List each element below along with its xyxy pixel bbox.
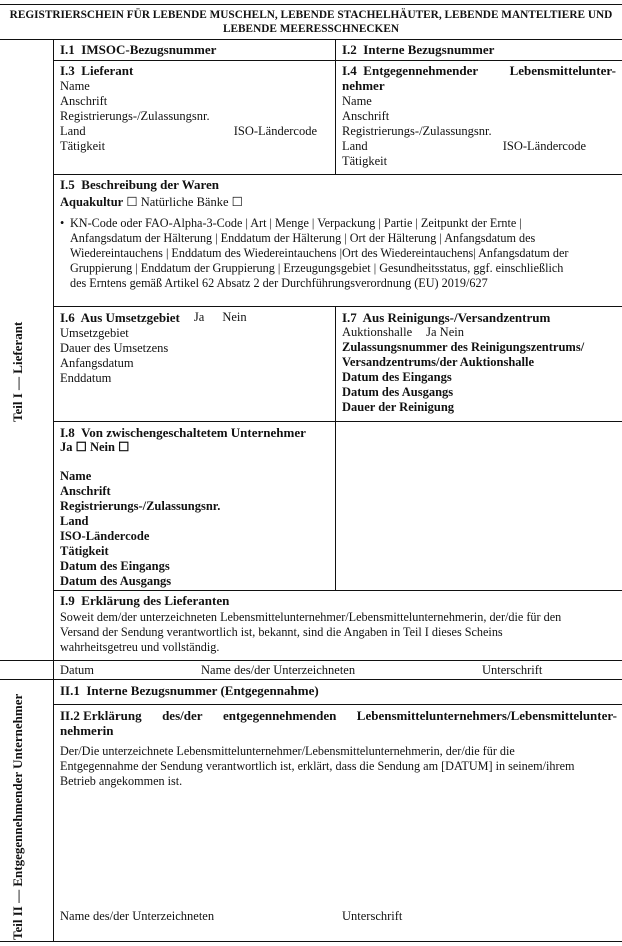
i7-yes-no-options[interactable]: Ja Nein [426, 325, 464, 339]
i6-end-field[interactable]: Enddatum [60, 371, 112, 385]
i7-purification-field[interactable]: Dauer der Reinigung [342, 400, 455, 414]
goods-description-line: des Erntens gemäß Artikel 62 Absatz 2 der Durchführungsverordnung (EU) 2019/627 [70, 276, 488, 290]
title-line-1: REGISTRIERSCHEIN FÜR LEBENDE MUSCHELN, LEBENDE STACHELHÄUTER, LEBENDE MANTELTIERE UND [9, 9, 613, 21]
i4-address-field[interactable]: Anschrift [342, 109, 390, 123]
goods-description-line: Gruppierung | Enddatum der Gruppierung | Erzeugungsgebiet | Gesundheitsstatus, ggf. einschließlich [70, 261, 564, 275]
aquaculture-checkbox[interactable]: ☐ [126, 195, 138, 209]
i4-section [342, 63, 616, 169]
i5-origin-options [60, 195, 618, 210]
ii2-text-line: Der/Die unterzeichnete Lebensmittelunternehmer/Lebensmittelunternehmerin, der/die für die [60, 744, 515, 758]
goods-description-line: Anfangsdatum der Hälterung | Enddatum der Hälterung | Ort der Hälterung | Anfangsdatum des [70, 231, 536, 245]
i8-yes-no-options[interactable]: Ja ☐ Nein ☐ [60, 440, 130, 454]
part2-signatory-name-field[interactable]: Name des/der Unterzeichneten [60, 909, 215, 923]
i7-exit-date-field[interactable]: Datum des Ausgangs [342, 385, 454, 399]
i4-heading-right: Lebensmittelunter- [509, 63, 616, 78]
title-line-2: LEBENDE MEERESSCHNECKEN [222, 23, 400, 35]
i8-address-field[interactable]: Anschrift [60, 484, 111, 498]
i3-address-field[interactable]: Anschrift [60, 94, 108, 108]
i3-iso-field[interactable]: ISO-Ländercode [233, 124, 317, 138]
ii2-section [60, 708, 617, 789]
i4-name-field[interactable]: Name [342, 94, 372, 108]
i8-iso-field[interactable]: ISO-Ländercode [60, 529, 150, 543]
i8-section [60, 425, 332, 589]
i4-iso-field[interactable]: ISO-Ländercode [502, 139, 586, 153]
header-rule [0, 39, 622, 40]
part1-signature-field[interactable]: Unterschrift [482, 663, 543, 677]
i8-name-field[interactable]: Name [60, 469, 92, 483]
i6-no-option[interactable]: Nein [222, 310, 247, 324]
natural-beds-checkbox[interactable]: ☐ [231, 195, 243, 209]
mid-divider-i6-i8 [335, 306, 336, 590]
i5-section [60, 177, 618, 291]
i3-registration-field[interactable]: Registrierungs-/Zulassungsnr. [60, 109, 210, 123]
i6-section [60, 310, 330, 386]
rule-ii2 [53, 704, 622, 705]
i9-text-line: wahrheitsgetreu und vollständig. [60, 640, 220, 654]
ii2-heading-line2: nehmerin [60, 723, 114, 738]
i6-start-field[interactable]: Anfangsdatum [60, 356, 134, 370]
rule-i5 [53, 174, 622, 175]
i5-heading: I.5 Beschreibung der Waren [60, 177, 220, 192]
i4-registration-field[interactable]: Registrierungs-/Zulassungsnr. [342, 124, 492, 138]
i9-text-line: Soweit dem/der unterzeichneten Lebensmittelunternehmer/Lebensmittelunternehmerin, der/die für den [60, 610, 562, 624]
ii2-heading-word: entgegennehmenden [222, 708, 337, 723]
i2-heading: I.2 Interne Bezugsnummer [342, 42, 495, 57]
i6-duration-field[interactable]: Dauer des Umsetzens [60, 341, 169, 355]
top-rule [0, 4, 622, 5]
i7-section [342, 310, 616, 415]
ii2-heading-word: Lebensmittelunternehmers/Lebensmittelunter- [356, 708, 617, 723]
part2-signature-field[interactable]: Unterschrift [342, 909, 403, 923]
natural-beds-label: Natürliche Bänke [140, 195, 229, 209]
i3-country-field[interactable]: Land [60, 124, 86, 138]
rule-i3 [53, 60, 622, 61]
part1-date-field[interactable]: Datum [60, 663, 95, 677]
rule-ii1 [0, 679, 622, 680]
ii1-heading: II.1 Interne Bezugsnummer (Entgegennahme) [60, 683, 319, 698]
i3-name-field[interactable]: Name [60, 79, 90, 93]
mid-divider-i1-i4 [335, 39, 336, 174]
rule-i6 [53, 306, 622, 307]
ii2-text-line: Entgegennahme der Sendung verantwortlich ist, erklärt, dass die Sendung am [DATUM] in seinem/ihrem [60, 759, 575, 773]
i6-heading: I.6 Aus Umsetzgebiet [60, 310, 180, 325]
ii2-heading-word: II.2 Erklärung [60, 708, 142, 723]
aquaculture-label: Aquakultur [60, 195, 124, 209]
part1-signatory-name-field[interactable]: Name des/der Unterzeichneten [201, 663, 356, 677]
ii2-heading-word: des/der [162, 708, 203, 723]
goods-description-line: Wiedereintauchens | Enddatum des Wiedereintauchens |Ort des Wiedereintauchens| Anfangsdatum der [70, 246, 569, 260]
i8-heading: I.8 Von zwischengeschaltetem Unternehmer [60, 425, 306, 440]
i9-text-line: Versand der Sendung verantwortlich ist, bekannt, sind die Angaben in Teil I dieses Scheins [60, 625, 503, 639]
i3-activity-field[interactable]: Tätigkeit [60, 139, 106, 153]
document-title [0, 8, 622, 36]
i7-auction-label: Auktionshalle [342, 325, 413, 339]
bullet: • [60, 216, 65, 230]
i8-exit-date-field[interactable]: Datum des Ausgangs [60, 574, 172, 588]
i8-activity-field[interactable]: Tätigkeit [60, 544, 109, 558]
i7-approval-line1: Zulassungsnummer des Reinigungszentrums/ [342, 340, 585, 354]
i4-country-field[interactable]: Land [342, 139, 368, 153]
i1-heading: I.1 IMSOC-Bezugsnummer [60, 42, 217, 57]
i3-section [60, 63, 330, 154]
i9-section [60, 593, 618, 655]
i6-area-field[interactable]: Umsetzgebiet [60, 326, 129, 340]
i4-heading-line2: nehmer [342, 78, 385, 93]
i6-yes-option[interactable]: Ja [193, 310, 205, 324]
bottom-rule [0, 941, 622, 942]
i7-entry-date-field[interactable]: Datum des Eingangs [342, 370, 452, 384]
rule-i8 [53, 421, 622, 422]
i7-approval-line2: Versandzentrums/der Auktionshalle [342, 355, 535, 369]
part2-side-label: Teil II — Entgegennehmender Unternehmer [10, 693, 25, 940]
i4-activity-field[interactable]: Tätigkeit [342, 154, 388, 168]
goods-description-line: KN-Code oder FAO-Alpha-3-Code | Art | Menge | Verpackung | Partie | Zeitpunkt der Ernte | [70, 216, 522, 230]
i3-heading: I.3 Lieferant [60, 63, 134, 78]
part1-side-label: Teil I — Lieferant [10, 321, 25, 422]
i8-registration-field[interactable]: Registrierungs-/Zulassungsnr. [60, 499, 221, 513]
i8-entry-date-field[interactable]: Datum des Eingangs [60, 559, 170, 573]
rule-part-divider [0, 660, 622, 661]
i9-heading: I.9 Erklärung des Lieferanten [60, 593, 230, 608]
i4-heading-left: I.4 Entgegennehmender [342, 63, 479, 78]
i8-country-field[interactable]: Land [60, 514, 89, 528]
rule-i9 [53, 590, 622, 591]
ii2-text-line: Betrieb angekommen ist. [60, 774, 183, 788]
i7-heading: I.7 Aus Reinigungs-/Versandzentrum [342, 310, 551, 325]
